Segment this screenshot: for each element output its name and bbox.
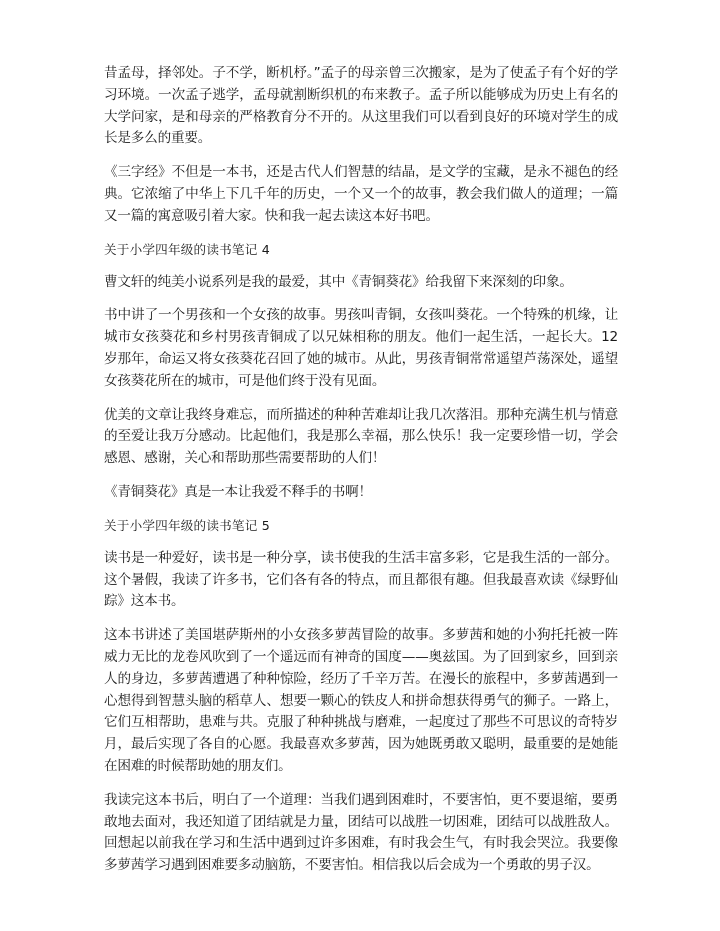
paragraph: 《三字经》不但是一本书，还是古代人们智慧的结晶，是文学的宝藏，是永不褪色的经典。它浓缩了中华上下几千年的历史，一个又一个的故事，教会我们做人的道理；一篇又一篇的寓意吸引着大家。快和我一起去读这本好书吧。 bbox=[104, 164, 618, 224]
paragraph: 曹文轩的纯美小说系列是我的最爱，其中《青铜葵花》给我留下来深刻的印象。 bbox=[104, 273, 573, 290]
section-heading: 关于小学四年级的读书笔记 5 bbox=[104, 517, 270, 533]
paragraph: 书中讲了一个男孩和一个女孩的故事。男孩叫青铜，女孩叫葵花。一个特殊的机缘，让城市女孩葵花和乡村男孩青铜成了以兄妹相称的朋友。他们一起生活，一起长大。12 岁那年，命运又将女孩葵花召回了她的城市。从此，男孩青铜常常遥望芦荡深处，遥望女孩葵花所在的城市，可是他们终于没有见面。 bbox=[104, 307, 618, 389]
paragraph: 昔孟母，择邻处。子不学，断机杼。”孟子的母亲曾三次搬家，是为了使孟子有个好的学习环境。一次孟子逃学，孟母就割断织机的布来教子。孟子所以能够成为历史上有名的大学问家，是和母亲的严格教育分不开的。从这里我们可以看到良好的环境对学生的成长是多么的重要。 bbox=[104, 65, 618, 147]
paragraph: 《青铜葵花》真是一本让我爱不释手的书啊！ bbox=[104, 483, 372, 500]
paragraph: 这本书讲述了美国堪萨斯州的小女孩多萝茜冒险的故事。多萝茜和她的小狗托托被一阵威力无比的龙卷风吹到了一个遥远而有神奇的国度——奥兹国。为了回到家乡，回到亲人的身边，多萝茜遭遇了种种惊险，经历了千辛万苦。在漫长的旅程中，多萝茜遇到一心想得到智慧头脑的稻草人、想要一颗心的铁皮人和拼命想获得勇气的狮子。一路上，它们互相帮助，患难与共。克服了种种挑战与磨难，一起度过了那些不可思议的奇特岁月，最后实现了各自的心愿。我最喜欢多萝茜，因为她既勇敢又聪明，最重要的是她能在困难的时候帮助她的朋友们。 bbox=[104, 627, 618, 774]
paragraph: 优美的文章让我终身难忘，而所描述的种种苦难却让我几次落泪。那种充满生机与情意的至爱让我万分感动。比起他们，我是那么幸福，那么快乐！我一定要珍惜一切，学会感恩、感谢，关心和帮助那些需要帮助的人们！ bbox=[104, 406, 618, 467]
document-body bbox=[104, 63, 618, 889]
paragraph: 我读完这本书后，明白了一个道理：当我们遇到困难时，不要害怕，更不要退缩，要勇敢地去面对，我还知道了团结就是力量，团结可以战胜一切困难，团结可以战胜敌人。回想起以前我在学习和生活中遇到过许多困难，有时我会生气，有时我会哭泣。我要像多萝茜学习遇到困难要多动脑筋，不要害怕。相信我以后会成为一个勇敢的男子汉。 bbox=[104, 791, 618, 874]
section-heading: 关于小学四年级的读书笔记 4 bbox=[104, 241, 270, 257]
paragraph: 读书是一种爱好，读书是一种分享，读书使我的生活丰富多彩，它是我生活的一部分。这个暑假，我读了许多书，它们各有各的特点，而且都很有趣。但我最喜欢读《绿野仙踪》这本书。 bbox=[104, 549, 618, 610]
